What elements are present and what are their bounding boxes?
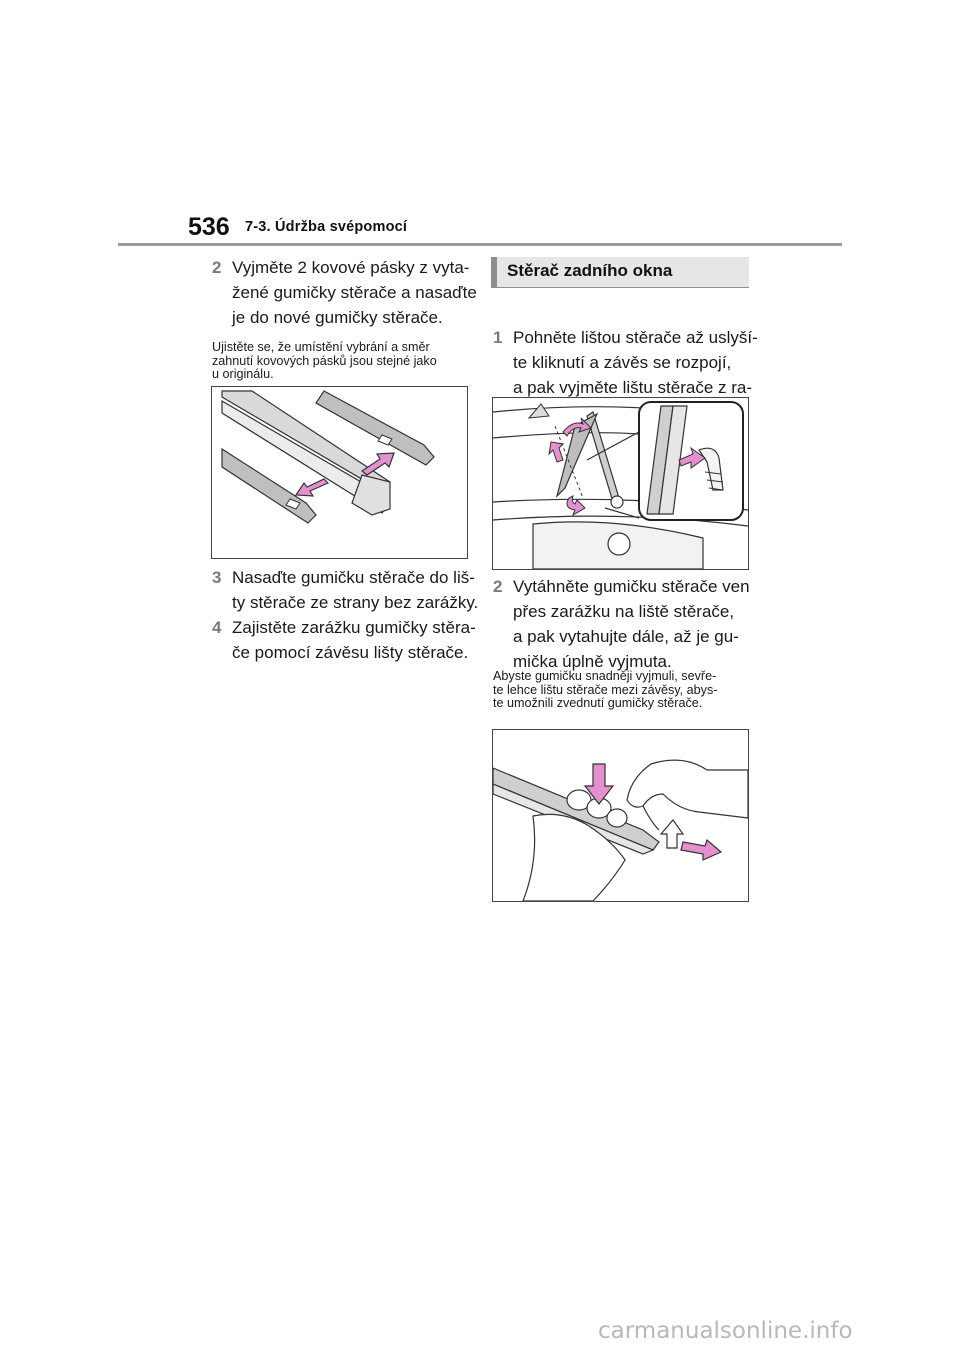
figure-metal-strips — [211, 386, 468, 559]
step-text-line: Pohněte lištou stěrače až uslyší- — [513, 328, 758, 347]
note-right — [493, 670, 717, 711]
step-text-line: a pak vyjměte lištu stěrače z ra- — [513, 378, 753, 397]
step-text-line: žené gumičky stěrače a nasaďte — [232, 283, 477, 302]
page-number: 536 — [188, 213, 230, 241]
watermark: carmanualsonline.info — [598, 1318, 853, 1344]
section-heading: Stěrač zadního okna — [507, 261, 673, 280]
note-line: zahnutí kovových pásků jsou stejné jako — [212, 353, 437, 368]
remove-rubber-illustration — [493, 730, 748, 901]
step-number: 1 — [493, 328, 503, 347]
step-number: 3 — [212, 568, 222, 587]
note-line: Ujistěte se, že umístění vybrání a směr — [212, 340, 430, 354]
note-line: Abyste gumičku snadněji vyjmuli, sevře- — [493, 669, 717, 683]
step-text-line: je do nové gumičky stěrače. — [232, 308, 443, 327]
section-heading-box — [491, 257, 749, 287]
step-number: 4 — [212, 618, 222, 637]
step-text-line: a pak vytahujte dále, až je gu- — [513, 627, 739, 646]
rear-wiper-illustration — [493, 398, 748, 569]
step-text-line: Vyjměte 2 kovové pásky z vyta- — [232, 258, 470, 277]
step-text-line: te kliknutí a závěs se rozpojí, — [513, 353, 732, 372]
step-text-line: Zajistěte zarážku gumičky stěra- — [232, 618, 476, 637]
note-line: te umožnili zvednutí gumičky stěrače. — [493, 696, 703, 710]
note-line: te lehce lištu stěrače mezi závěsy, abys- — [493, 682, 718, 697]
step-text-line: ty stěrače ze strany bez zarážky. — [232, 593, 479, 612]
figure-remove-rubber — [492, 729, 749, 902]
metal-strips-illustration — [212, 387, 467, 558]
insert-arrow — [362, 453, 394, 475]
step-text-line: mička úplně vyjmuta. — [513, 652, 672, 671]
step-text-line: če pomocí závěsu lišty stěrače. — [232, 643, 469, 662]
section-title: 7-3. Údržba svépomocí — [245, 219, 408, 235]
step-text-line: přes zarážku na liště stěrače, — [513, 602, 735, 621]
section-heading-rule — [491, 287, 749, 288]
note-left — [212, 341, 437, 382]
insert-arrow — [296, 479, 328, 496]
figure-rear-wiper-arm — [492, 397, 749, 570]
step-text-line: Nasaďte gumičku stěrače do liš- — [232, 568, 475, 587]
step-number: 2 — [493, 577, 503, 596]
note-line: u originálu. — [212, 367, 274, 381]
header-rule — [118, 243, 842, 246]
step-number: 2 — [212, 258, 222, 277]
step-text-line: Vytáhněte gumičku stěrače ven — [513, 577, 750, 596]
